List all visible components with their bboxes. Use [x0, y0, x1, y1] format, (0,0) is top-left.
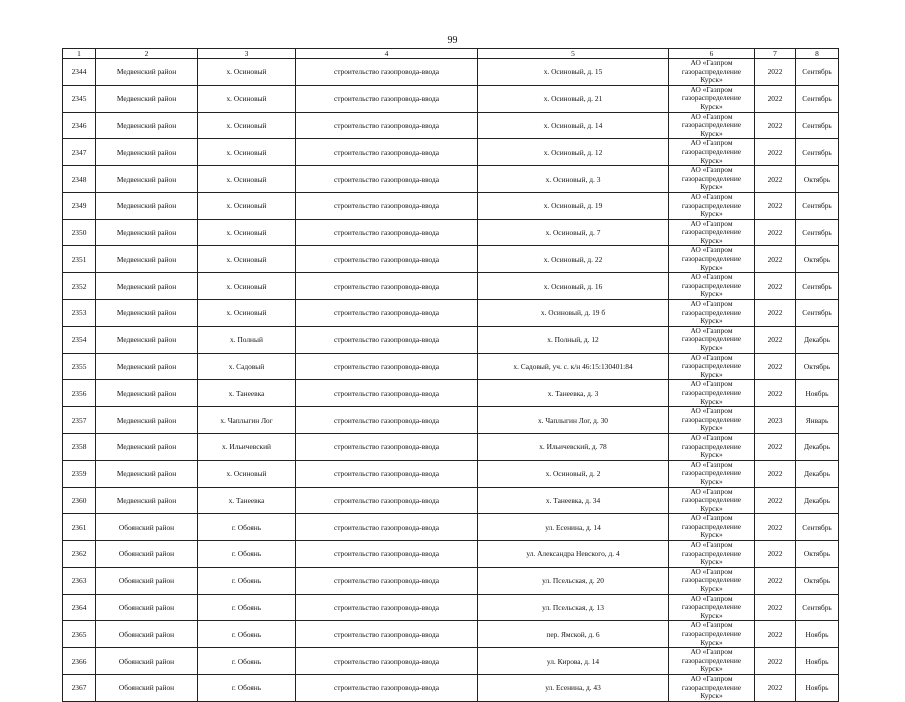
organization-cell: АО «Газпром газораспределение Курск»	[669, 192, 755, 219]
table-row	[63, 648, 839, 675]
table-row	[63, 433, 839, 460]
row-number-cell: 2349	[63, 192, 96, 219]
settlement-cell: х. Осиновый	[198, 246, 296, 273]
organization-cell: АО «Газпром газораспределение Курск»	[669, 433, 755, 460]
table-row	[63, 380, 839, 407]
table-row	[63, 674, 839, 701]
district-cell: Медвенский район	[96, 166, 198, 193]
work-type-cell: строительство газопровода-ввода	[296, 621, 478, 648]
settlement-cell: х. Осиновый	[198, 300, 296, 327]
row-number-cell: 2354	[63, 326, 96, 353]
address-cell: х. Осиновый, д. 7	[478, 219, 669, 246]
address-cell: х. Осиновый, д. 12	[478, 139, 669, 166]
district-cell: Медвенский район	[96, 139, 198, 166]
table-body	[63, 59, 839, 702]
table-row	[63, 326, 839, 353]
row-number-cell: 2352	[63, 273, 96, 300]
address-cell: ул. Есенина, д. 14	[478, 514, 669, 541]
month-cell: Сентябрь	[796, 85, 839, 112]
address-cell: ул. Есенина, д. 43	[478, 674, 669, 701]
district-cell: Медвенский район	[96, 85, 198, 112]
address-cell: ул. Псельская, д. 13	[478, 594, 669, 621]
month-cell: Ноябрь	[796, 621, 839, 648]
organization-cell: АО «Газпром газораспределение Курск»	[669, 326, 755, 353]
address-cell: х. Чаплыгин Лог, д. 30	[478, 407, 669, 434]
table-row	[63, 273, 839, 300]
work-type-cell: строительство газопровода-ввода	[296, 407, 478, 434]
district-cell: Медвенский район	[96, 380, 198, 407]
organization-cell: АО «Газпром газораспределение Курск»	[669, 59, 755, 86]
month-cell: Сентябрь	[796, 59, 839, 86]
row-number-cell: 2353	[63, 300, 96, 327]
month-cell: Ноябрь	[796, 674, 839, 701]
address-cell: х. Осиновый, д. 19 б	[478, 300, 669, 327]
table-row	[63, 567, 839, 594]
year-cell: 2022	[755, 648, 796, 675]
district-cell: Медвенский район	[96, 460, 198, 487]
row-number-cell: 2344	[63, 59, 96, 86]
table-row	[63, 514, 839, 541]
work-type-cell: строительство газопровода-ввода	[296, 514, 478, 541]
year-cell: 2022	[755, 59, 796, 86]
row-number-cell: 2360	[63, 487, 96, 514]
column-header-5: 5	[478, 49, 669, 59]
settlement-cell: х. Осиновый	[198, 166, 296, 193]
year-cell: 2022	[755, 380, 796, 407]
column-header-4: 4	[296, 49, 478, 59]
work-type-cell: строительство газопровода-ввода	[296, 674, 478, 701]
table-row	[63, 541, 839, 568]
month-cell: Сентябрь	[796, 112, 839, 139]
district-cell: Медвенский район	[96, 433, 198, 460]
month-cell: Декабрь	[796, 487, 839, 514]
address-cell: х. Осиновый, д. 16	[478, 273, 669, 300]
row-number-cell: 2367	[63, 674, 96, 701]
settlement-cell: х. Танеевка	[198, 380, 296, 407]
year-cell: 2022	[755, 219, 796, 246]
organization-cell: АО «Газпром газораспределение Курск»	[669, 567, 755, 594]
row-number-cell: 2365	[63, 621, 96, 648]
table-row	[63, 460, 839, 487]
year-cell: 2022	[755, 273, 796, 300]
district-cell: Медвенский район	[96, 246, 198, 273]
work-type-cell: строительство газопровода-ввода	[296, 246, 478, 273]
row-number-cell: 2362	[63, 541, 96, 568]
work-type-cell: строительство газопровода-ввода	[296, 326, 478, 353]
header-row	[63, 49, 839, 59]
address-cell: х. Танеевка, д. 3	[478, 380, 669, 407]
organization-cell: АО «Газпром газораспределение Курск»	[669, 112, 755, 139]
district-cell: Обоянский район	[96, 514, 198, 541]
organization-cell: АО «Газпром газораспределение Курск»	[669, 594, 755, 621]
settlement-cell: х. Полный	[198, 326, 296, 353]
settlement-cell: г. Обоянь	[198, 621, 296, 648]
organization-cell: АО «Газпром газораспределение Курск»	[669, 166, 755, 193]
work-type-cell: строительство газопровода-ввода	[296, 487, 478, 514]
work-type-cell: строительство газопровода-ввода	[296, 219, 478, 246]
page-number: 99	[447, 35, 458, 46]
work-type-cell: строительство газопровода-ввода	[296, 192, 478, 219]
row-number-cell: 2358	[63, 433, 96, 460]
table-row	[63, 85, 839, 112]
address-cell: х. Осиновый, д. 22	[478, 246, 669, 273]
year-cell: 2022	[755, 594, 796, 621]
organization-cell: АО «Газпром газораспределение Курск»	[669, 648, 755, 675]
table-row	[63, 594, 839, 621]
settlement-cell: х. Ильичевский	[198, 433, 296, 460]
district-cell: Медвенский район	[96, 407, 198, 434]
year-cell: 2022	[755, 300, 796, 327]
month-cell: Сентябрь	[796, 139, 839, 166]
year-cell: 2022	[755, 326, 796, 353]
organization-cell: АО «Газпром газораспределение Курск»	[669, 674, 755, 701]
district-cell: Медвенский район	[96, 219, 198, 246]
work-type-cell: строительство газопровода-ввода	[296, 59, 478, 86]
settlement-cell: х. Осиновый	[198, 273, 296, 300]
row-number-cell: 2356	[63, 380, 96, 407]
row-number-cell: 2346	[63, 112, 96, 139]
column-header-2: 2	[96, 49, 198, 59]
work-type-cell: строительство газопровода-ввода	[296, 541, 478, 568]
work-type-cell: строительство газопровода-ввода	[296, 85, 478, 112]
organization-cell: АО «Газпром газораспределение Курск»	[669, 380, 755, 407]
address-cell: пер. Ямской, д. 6	[478, 621, 669, 648]
row-number-cell: 2357	[63, 407, 96, 434]
settlement-cell: х. Осиновый	[198, 59, 296, 86]
year-cell: 2022	[755, 246, 796, 273]
month-cell: Декабрь	[796, 433, 839, 460]
month-cell: Сентябрь	[796, 594, 839, 621]
year-cell: 2022	[755, 85, 796, 112]
organization-cell: АО «Газпром газораспределение Курск»	[669, 300, 755, 327]
row-number-cell: 2347	[63, 139, 96, 166]
address-cell: х. Полный, д. 12	[478, 326, 669, 353]
work-type-cell: строительство газопровода-ввода	[296, 353, 478, 380]
month-cell: Сентябрь	[796, 273, 839, 300]
organization-cell: АО «Газпром газораспределение Курск»	[669, 407, 755, 434]
district-cell: Обоянский район	[96, 648, 198, 675]
row-number-cell: 2345	[63, 85, 96, 112]
table-row	[63, 219, 839, 246]
year-cell: 2022	[755, 192, 796, 219]
settlement-cell: х. Чаплыгин Лог	[198, 407, 296, 434]
work-type-cell: строительство газопровода-ввода	[296, 567, 478, 594]
month-cell: Октябрь	[796, 246, 839, 273]
month-cell: Сентябрь	[796, 219, 839, 246]
row-number-cell: 2364	[63, 594, 96, 621]
year-cell: 2022	[755, 353, 796, 380]
address-cell: х. Осиновый, д. 19	[478, 192, 669, 219]
table-row	[63, 353, 839, 380]
settlement-cell: г. Обоянь	[198, 567, 296, 594]
address-cell: х. Осиновый, д. 21	[478, 85, 669, 112]
organization-cell: АО «Газпром газораспределение Курск»	[669, 460, 755, 487]
table-row	[63, 112, 839, 139]
month-cell: Октябрь	[796, 166, 839, 193]
settlement-cell: х. Осиновый	[198, 85, 296, 112]
month-cell: Ноябрь	[796, 648, 839, 675]
work-type-cell: строительство газопровода-ввода	[296, 594, 478, 621]
year-cell: 2022	[755, 567, 796, 594]
month-cell: Сентябрь	[796, 300, 839, 327]
address-cell: х. Осиновый, д. 2	[478, 460, 669, 487]
settlement-cell: г. Обоянь	[198, 648, 296, 675]
settlement-cell: х. Танеевка	[198, 487, 296, 514]
table-row	[63, 192, 839, 219]
month-cell: Сентябрь	[796, 192, 839, 219]
row-number-cell: 2351	[63, 246, 96, 273]
year-cell: 2022	[755, 541, 796, 568]
row-number-cell: 2366	[63, 648, 96, 675]
row-number-cell: 2359	[63, 460, 96, 487]
district-cell: Медвенский район	[96, 353, 198, 380]
address-cell: х. Осиновый, д. 14	[478, 112, 669, 139]
month-cell: Октябрь	[796, 567, 839, 594]
organization-cell: АО «Газпром газораспределение Курск»	[669, 273, 755, 300]
month-cell: Октябрь	[796, 541, 839, 568]
settlement-cell: х. Осиновый	[198, 219, 296, 246]
year-cell: 2022	[755, 433, 796, 460]
work-type-cell: строительство газопровода-ввода	[296, 433, 478, 460]
settlement-cell: г. Обоянь	[198, 514, 296, 541]
work-type-cell: строительство газопровода-ввода	[296, 112, 478, 139]
year-cell: 2022	[755, 674, 796, 701]
row-number-cell: 2350	[63, 219, 96, 246]
settlement-cell: г. Обоянь	[198, 594, 296, 621]
year-cell: 2022	[755, 460, 796, 487]
table-row	[63, 59, 839, 86]
district-cell: Медвенский район	[96, 59, 198, 86]
district-cell: Медвенский район	[96, 192, 198, 219]
month-cell: Декабрь	[796, 460, 839, 487]
month-cell: Январь	[796, 407, 839, 434]
column-header-6: 6	[669, 49, 755, 59]
work-type-cell: строительство газопровода-ввода	[296, 300, 478, 327]
table-row	[63, 621, 839, 648]
row-number-cell: 2361	[63, 514, 96, 541]
district-cell: Медвенский район	[96, 300, 198, 327]
district-cell: Медвенский район	[96, 326, 198, 353]
gas-pipeline-table	[62, 48, 839, 702]
year-cell: 2022	[755, 112, 796, 139]
table-row	[63, 300, 839, 327]
month-cell: Сентябрь	[796, 514, 839, 541]
table-row	[63, 139, 839, 166]
settlement-cell: х. Осиновый	[198, 112, 296, 139]
settlement-cell: х. Осиновый	[198, 192, 296, 219]
column-header-8: 8	[796, 49, 839, 59]
district-cell: Медвенский район	[96, 273, 198, 300]
year-cell: 2022	[755, 139, 796, 166]
district-cell: Обоянский район	[96, 594, 198, 621]
row-number-cell: 2355	[63, 353, 96, 380]
address-cell: х. Садовый, уч. с. к/н 46:15:130401:84	[478, 353, 669, 380]
district-cell: Обоянский район	[96, 621, 198, 648]
organization-cell: АО «Газпром газораспределение Курск»	[669, 85, 755, 112]
organization-cell: АО «Газпром газораспределение Курск»	[669, 219, 755, 246]
table-row	[63, 407, 839, 434]
organization-cell: АО «Газпром газораспределение Курск»	[669, 139, 755, 166]
month-cell: Ноябрь	[796, 380, 839, 407]
month-cell: Декабрь	[796, 326, 839, 353]
settlement-cell: г. Обоянь	[198, 674, 296, 701]
district-cell: Обоянский район	[96, 541, 198, 568]
settlement-cell: х. Осиновый	[198, 139, 296, 166]
address-cell: х. Осиновый, д. 3	[478, 166, 669, 193]
settlement-cell: г. Обоянь	[198, 541, 296, 568]
work-type-cell: строительство газопровода-ввода	[296, 139, 478, 166]
column-header-1: 1	[63, 49, 96, 59]
address-cell: х. Осиновый, д. 15	[478, 59, 669, 86]
settlement-cell: х. Осиновый	[198, 460, 296, 487]
district-cell: Медвенский район	[96, 112, 198, 139]
table-row	[63, 166, 839, 193]
organization-cell: АО «Газпром газораспределение Курск»	[669, 541, 755, 568]
column-header-3: 3	[198, 49, 296, 59]
row-number-cell: 2348	[63, 166, 96, 193]
address-cell: ул. Александра Невского, д. 4	[478, 541, 669, 568]
district-cell: Обоянский район	[96, 567, 198, 594]
work-type-cell: строительство газопровода-ввода	[296, 273, 478, 300]
year-cell: 2022	[755, 514, 796, 541]
organization-cell: АО «Газпром газораспределение Курск»	[669, 514, 755, 541]
district-cell: Медвенский район	[96, 487, 198, 514]
organization-cell: АО «Газпром газораспределение Курск»	[669, 353, 755, 380]
address-cell: ул. Кирова, д. 14	[478, 648, 669, 675]
organization-cell: АО «Газпром газораспределение Курск»	[669, 487, 755, 514]
settlement-cell: х. Садовый	[198, 353, 296, 380]
table-row	[63, 246, 839, 273]
address-cell: ул. Псельская, д. 20	[478, 567, 669, 594]
work-type-cell: строительство газопровода-ввода	[296, 166, 478, 193]
work-type-cell: строительство газопровода-ввода	[296, 380, 478, 407]
work-type-cell: строительство газопровода-ввода	[296, 648, 478, 675]
address-cell: х. Ильичевский, д. 78	[478, 433, 669, 460]
row-number-cell: 2363	[63, 567, 96, 594]
organization-cell: АО «Газпром газораспределение Курск»	[669, 621, 755, 648]
year-cell: 2022	[755, 487, 796, 514]
address-cell: х. Танеевка, д. 34	[478, 487, 669, 514]
month-cell: Октябрь	[796, 353, 839, 380]
organization-cell: АО «Газпром газораспределение Курск»	[669, 246, 755, 273]
year-cell: 2022	[755, 621, 796, 648]
table-row	[63, 487, 839, 514]
work-type-cell: строительство газопровода-ввода	[296, 460, 478, 487]
column-header-7: 7	[755, 49, 796, 59]
year-cell: 2023	[755, 407, 796, 434]
year-cell: 2022	[755, 166, 796, 193]
district-cell: Обоянский район	[96, 674, 198, 701]
